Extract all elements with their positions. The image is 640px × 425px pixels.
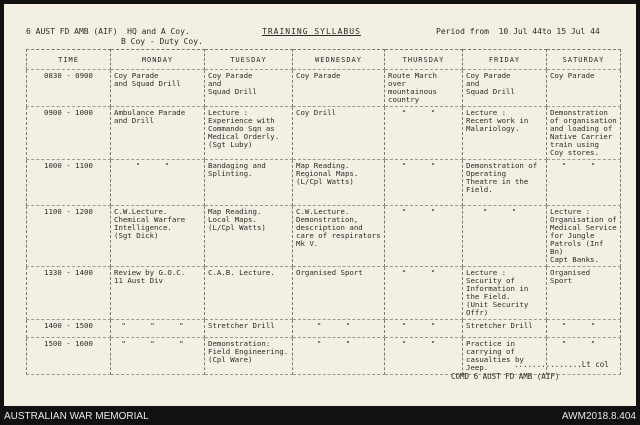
time-cell: 1100 - 1200 [27,206,111,267]
column-header-thursday: THURSDAY [385,50,463,70]
time-cell: 1400 - 1500 [27,320,111,338]
activity-cell-wednesday: Coy Parade [293,70,385,107]
activity-cell-monday: Coy Parade and Squad Drill [111,70,205,107]
activity-cell-tuesday: Map Reading. Local Maps. (L/Cpl Watts) [205,206,293,267]
activity-cell-monday: " " " [111,338,205,375]
activity-cell-friday: Lecture : Recent work in Malariology. [463,107,547,160]
activity-cell-wednesday: Coy Drill [293,107,385,160]
signature-title: COMD 6 AUST FD AMB (AIF) [451,372,560,381]
activity-cell-friday: Practice in carrying of casualties by Jeep. [463,338,547,375]
activity-cell-monday: " " " [111,320,205,338]
footer-accession-number: AWM2018.8.404 [561,411,636,422]
activity-cell-friday: Lecture : Security of Information in the Field. (Unit Security Offr) [463,267,547,320]
unit-heading-line1: 6 AUST FD AMB (AIF) HQ and A Coy. [26,27,190,36]
unit-heading-line2: B Coy - Duty Coy. [121,37,203,46]
activity-cell-saturday: Demonstration of organisation and loading of Native Carrier train using Coy stores. [547,107,621,160]
activity-cell-thursday: " " [385,267,463,320]
activity-cell-tuesday: Coy Parade and Squad Drill [205,70,293,107]
time-cell: 1500 - 1600 [27,338,111,375]
syllabus-table [26,49,621,375]
table-row [27,267,621,320]
activity-cell-saturday: " " [547,160,621,206]
activity-cell-tuesday: Demonstration: Field Engineering. (Cpl Ware) [205,338,293,375]
table-row [27,160,621,206]
activity-cell-thursday: " " [385,320,463,338]
activity-cell-wednesday: C.W.Lecture. Demonstration, description and care of respirators Mk V. [293,206,385,267]
footer-bar [0,407,640,425]
activity-cell-monday: C.W.Lecture. Chemical Warfare Intelligence. (Sgt Dick) [111,206,205,267]
activity-cell-wednesday: " " [293,320,385,338]
activity-cell-tuesday: C.A.B. Lecture. [205,267,293,320]
time-cell: 0830 - 0900 [27,70,111,107]
activity-cell-saturday: Organised Sport [547,267,621,320]
activity-cell-saturday: Lecture : Organisation of Medical Service for Jungle Patrols (Inf Bn) Capt Banks. [547,206,621,267]
activity-cell-thursday: " " [385,107,463,160]
column-header-time: TIME [27,50,111,70]
column-header-tuesday: TUESDAY [205,50,293,70]
activity-cell-wednesday: Organised Sport [293,267,385,320]
activity-cell-thursday: Route March over mountainous country [385,70,463,107]
table-row [27,107,621,160]
activity-cell-friday: Coy Parade and Squad Drill [463,70,547,107]
column-header-saturday: SATURDAY [547,50,621,70]
column-header-wednesday: WEDNESDAY [293,50,385,70]
table-header-row [27,50,621,70]
activity-cell-wednesday: Map Reading. Regional Maps. (L/Cpl Watts) [293,160,385,206]
table-row [27,320,621,338]
activity-cell-thursday: " " [385,160,463,206]
activity-cell-thursday: " " [385,338,463,375]
document-title: TRAINING SYLLABUS [262,27,361,36]
activity-cell-monday: Ambulance Parade and Drill [111,107,205,160]
period-text: Period from 10 Jul 44to 15 Jul 44 [436,27,600,36]
signature-line: ...............Lt col [514,360,609,369]
activity-cell-tuesday: Lecture : Experience with Commando Sqn as Medical Orderly. (Sgt Luby) [205,107,293,160]
activity-cell-monday: " " [111,160,205,206]
activity-cell-thursday: " " [385,206,463,267]
table-row [27,206,621,267]
activity-cell-saturday: Coy Parade [547,70,621,107]
activity-cell-friday: " " [463,206,547,267]
activity-cell-tuesday: Stretcher Drill [205,320,293,338]
document-page [4,4,636,406]
activity-cell-saturday: " " [547,338,621,375]
column-header-friday: FRIDAY [463,50,547,70]
activity-cell-friday: Demonstration of Operating Theatre in the Field. [463,160,547,206]
time-cell: 1330 - 1400 [27,267,111,320]
activity-cell-monday: Review by G.O.C. 11 Aust Div [111,267,205,320]
table-row [27,70,621,107]
activity-cell-wednesday: " " [293,338,385,375]
time-cell: 0900 - 1000 [27,107,111,160]
time-cell: 1000 - 1100 [27,160,111,206]
footer-credit: AUSTRALIAN WAR MEMORIAL [4,411,149,422]
activity-cell-tuesday: Bandaging and Splinting. [205,160,293,206]
column-header-monday: MONDAY [111,50,205,70]
activity-cell-friday: Stretcher Drill [463,320,547,338]
activity-cell-saturday: " " [547,320,621,338]
